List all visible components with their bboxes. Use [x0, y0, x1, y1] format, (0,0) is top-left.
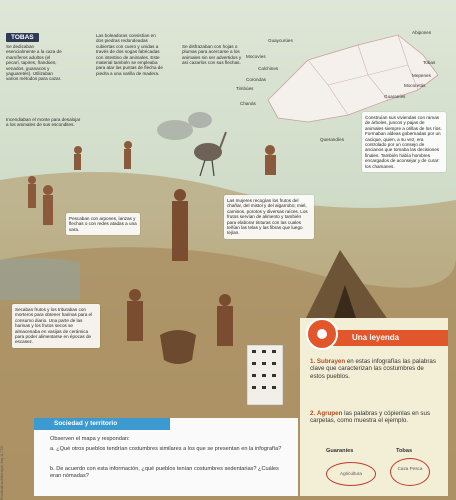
- map-label-tobas: Tobas: [423, 60, 436, 65]
- map-label-mocoretas: Mocoretás: [404, 83, 426, 88]
- legend-badge-icon: [306, 318, 338, 350]
- map-label-calchines: Calchines: [258, 66, 279, 71]
- legend-task-1: [310, 358, 436, 380]
- map-label-guaranies: Guaraníes: [384, 94, 406, 99]
- tobas-tag: TOBAS: [6, 33, 39, 42]
- task-1-verb: Subrayen: [316, 358, 346, 365]
- legend-title: Una leyenda: [330, 330, 448, 346]
- boleadoras-text: Las boleadoras consistían en dos piedras redondeadas cubiertas con cuero y unidas a través de dos sogas fabricadas con intestino de animales. Este material también se empleaba para atar las puntas de flecha de piedra a una varilla de madera.: [96, 33, 163, 76]
- construian-note: Construían sus viviendas con ramas de árboles, juncos y pajas de animales siempre a orillas de los ríos. Formaban aldeas gobernadas por un cacique, quien, a su vez, era controlado por un consejo de ancianos que tomaba las decisiones finales. También había hombres encargados de aconsejar y de curar: los chamanes.: [362, 112, 446, 172]
- mujeres-note: Las mujeres recogían los frutos del chañar, del mistol y del algarrobo; miel, caminos, porotos y diversas raíces. Los frutos servían de alimento y también para elaborar tinturas con las cuales teñían las telas y las fibras que luego tejían.: [224, 195, 314, 239]
- task-1-number: 1.: [310, 358, 316, 365]
- map-label-chanas: Chanás: [240, 101, 256, 106]
- copyright-side-text: Prohibida su fotocopia. Ley 11.723: [0, 446, 4, 500]
- column-tobas: Tobas: [396, 448, 413, 454]
- sociedad-prompt: Observen el mapa y respondan:: [50, 436, 130, 442]
- map-label-timbues: Timbúes: [236, 86, 254, 91]
- map-label-corondas: Corondas: [246, 77, 266, 82]
- map-label-querandies: Querandíes: [320, 137, 345, 142]
- oval-caza-pesca: Caza Pesca: [390, 458, 430, 486]
- secaban-note: Secaban frutos y los trituraban con morteros para obtener harinas para el consumo diario. Una parte de las harinas y los frutos secos se almacenaba en vasijas de cerámica para poder alimentarse en épocas de escasez.: [12, 304, 100, 348]
- sociedad-title: Sociedad y territorio: [34, 418, 170, 430]
- legend-task-2: [310, 410, 436, 425]
- map-label-mepenes: Mepenes: [412, 73, 431, 78]
- map-label-mocovies: Mocovíes: [246, 54, 266, 59]
- map-label-abipones: Abipones: [412, 30, 432, 35]
- incendiaban-text: Incendiaban el monte para desalojar a los animales de sus escondites.: [6, 117, 81, 128]
- task-1-text: en estas infografías las palabras clave que caracterizan las costumbres de estos pueblos.: [310, 358, 436, 380]
- task-2-number: 2.: [310, 410, 316, 417]
- task-2-text: las palabras y cópienlas en sus carpetas, como muestra el ejemplo.: [310, 410, 431, 425]
- sociedad-question-b: b. De acuerdo con esta información, ¿qué pueblos tenían costumbres sedentarias? ¿Cuáles eran nómadas?: [50, 466, 279, 479]
- task-2-verb: Agrupen: [316, 410, 343, 417]
- disfrazaban-text: Se disfrazaban con hojas o plumas para acercarse a los animales sin ser advertidos y así cazarlos con sus flechas.: [182, 44, 242, 66]
- column-guaranies: Guaraníes: [326, 448, 354, 454]
- oval-agricultura: Agricultura: [326, 462, 376, 486]
- sociedad-question-a: a. ¿Qué otros pueblos tendrían costumbres similares a los que se presentan en la infografía?: [50, 446, 282, 452]
- tobas-intro-text: Se dedicaban esencialmente a la caza de mamíferos adultos (el pecarí, tapires, ñandúes, venados, guanacos y yaguaretés). Utilizaban varios métodos para cazar.: [6, 44, 62, 82]
- map-label-guaycurues: Guaycurúes: [268, 38, 293, 43]
- pescaban-note: Pescaban con arpones, lanzas y flechas o con redes atadas a una vara.: [66, 213, 140, 235]
